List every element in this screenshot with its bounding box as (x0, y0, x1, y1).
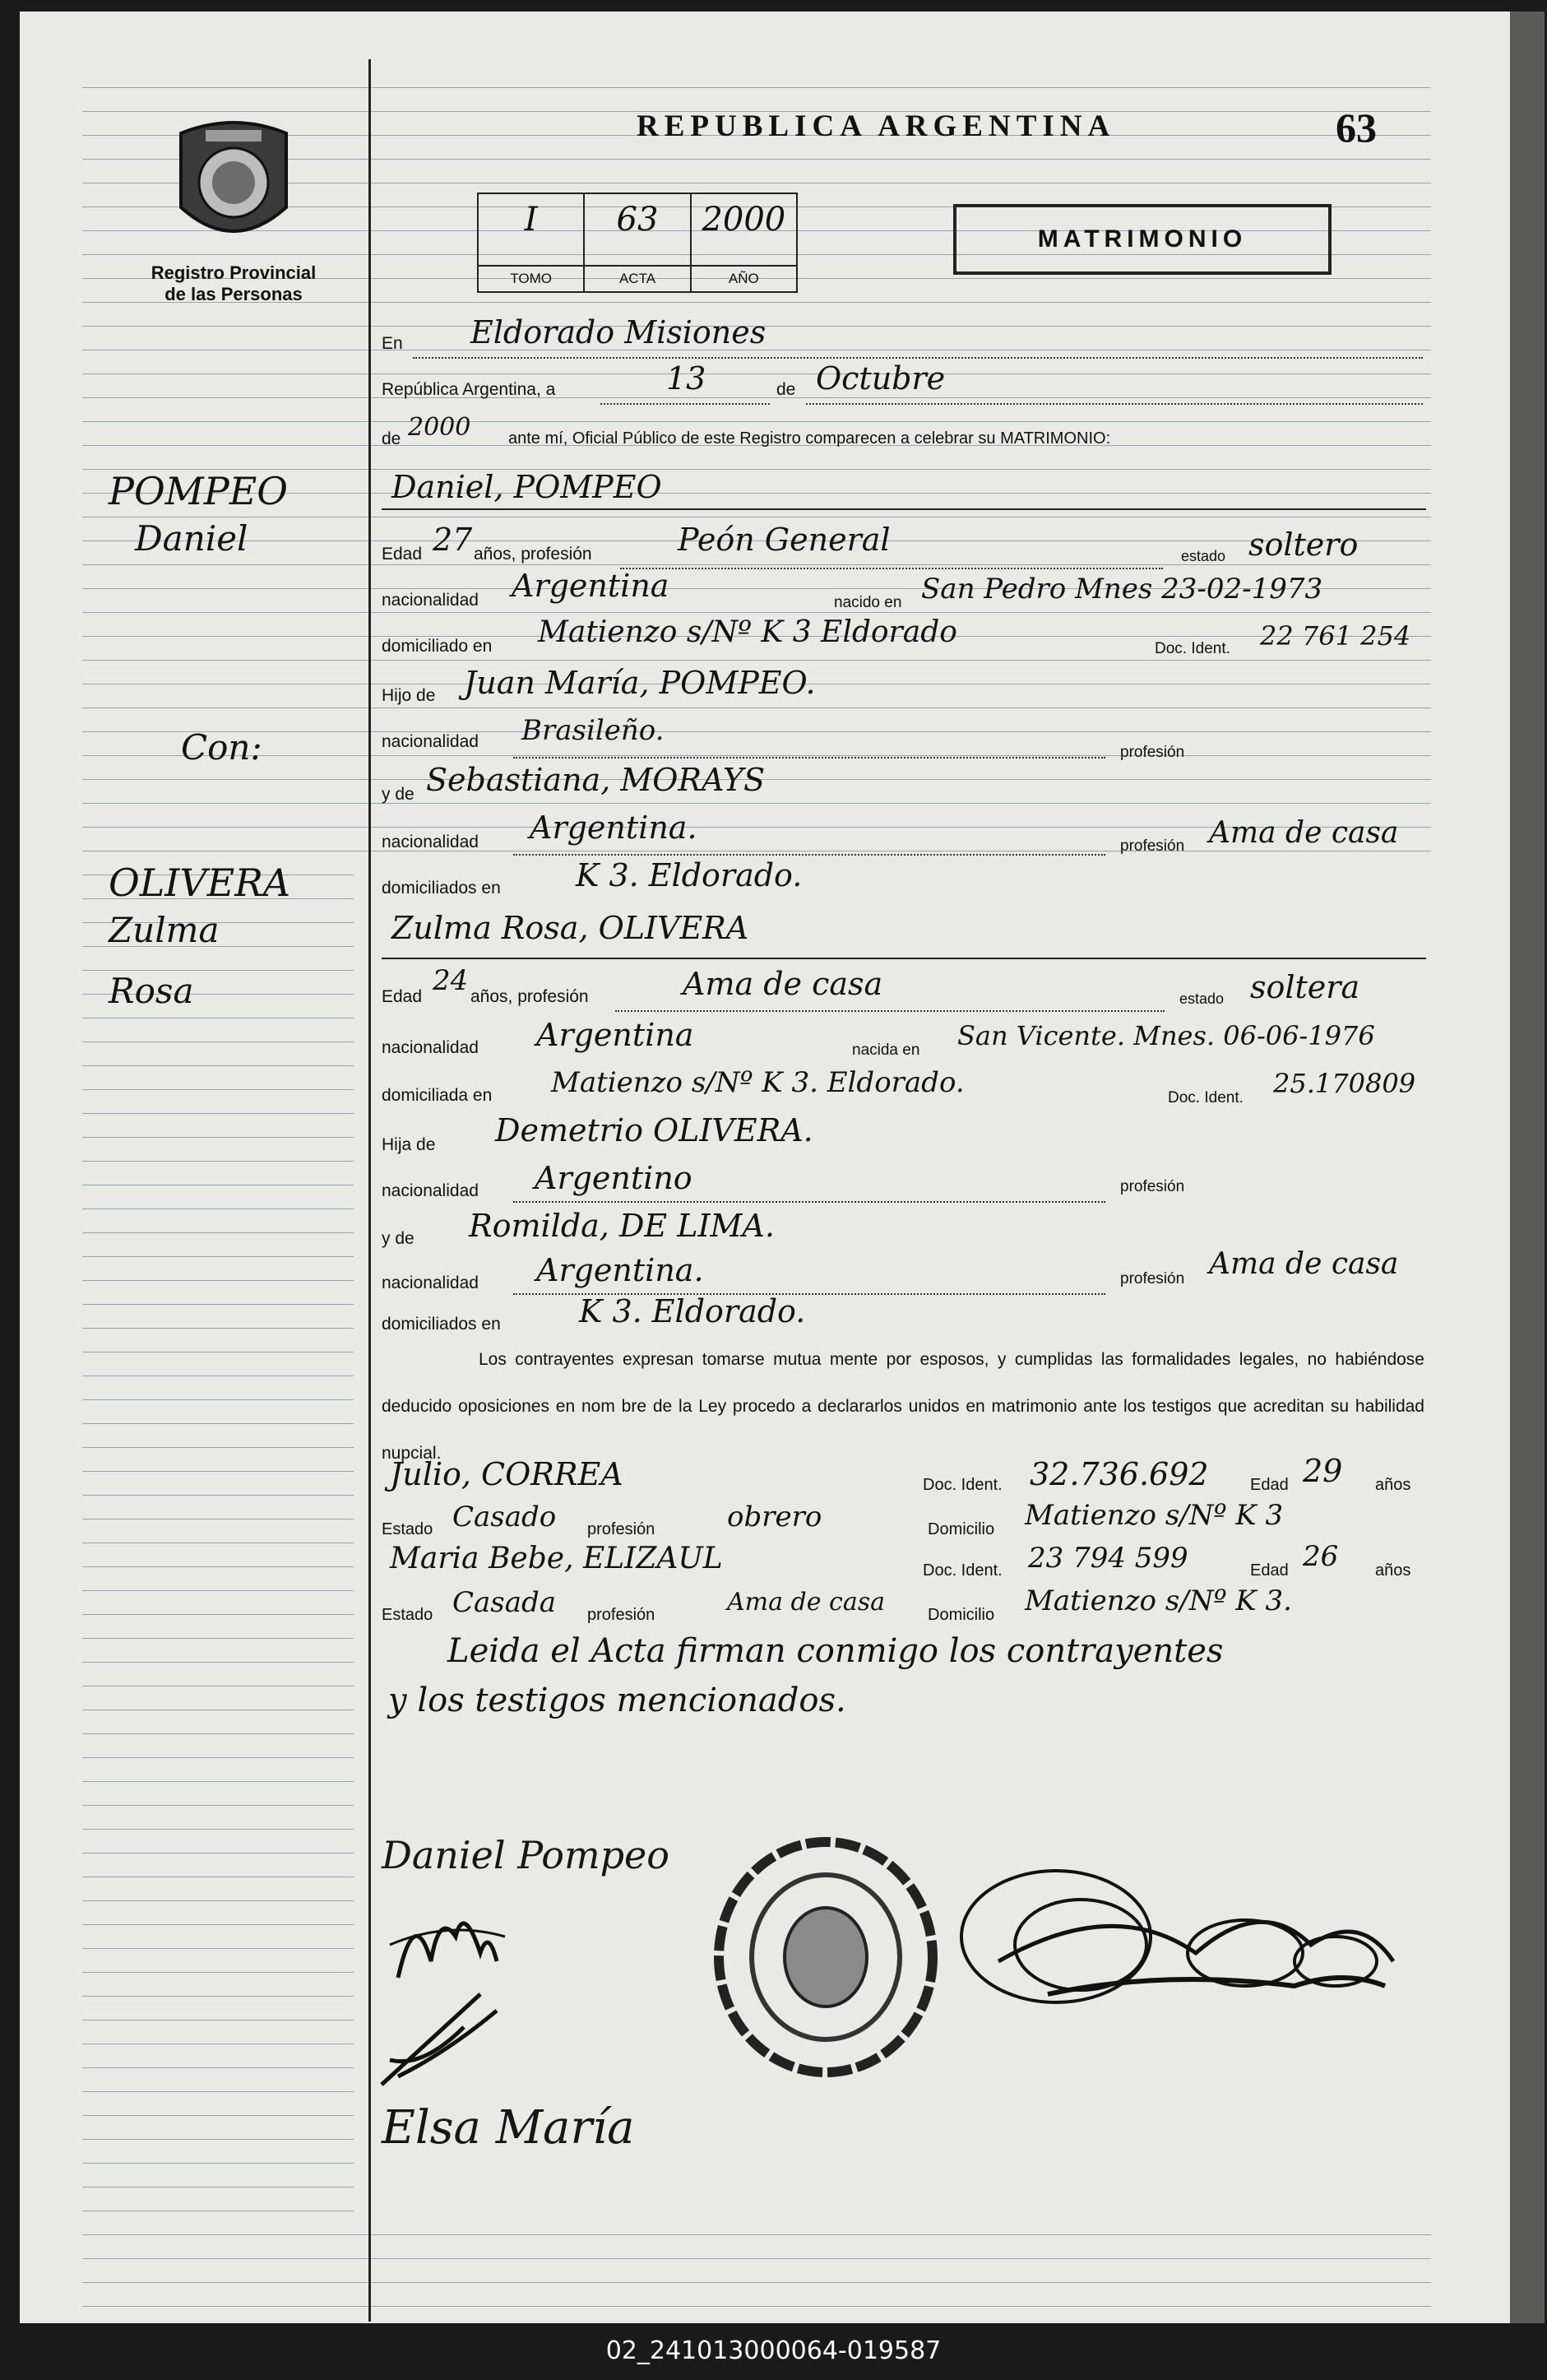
ruled-line (82, 1972, 354, 1973)
act-type-box: MATRIMONIO (953, 204, 1332, 275)
ruled-line (82, 1948, 354, 1949)
witness2-doc: 23 794 599 (1028, 1542, 1188, 1575)
bride-mother-nationality: Argentina. (536, 1252, 704, 1288)
dotted-line (513, 757, 1105, 759)
ruled-line (82, 87, 1431, 88)
margin-name-2a: Zulma (109, 910, 220, 950)
ruled-line (82, 564, 1431, 565)
label: profesión (1120, 1178, 1185, 1195)
label: Edad (382, 987, 423, 1006)
ruled-line (82, 1638, 354, 1639)
groom-birth: San Pedro Mnes 23-02-1973 (921, 573, 1323, 605)
dotted-line (620, 568, 1163, 569)
groom-mother: Sebastiana, MORAYS (426, 762, 766, 798)
bride-doc: 25.170809 (1273, 1068, 1416, 1099)
margin-name-1: Daniel (135, 518, 248, 559)
label: profesión (1120, 744, 1185, 761)
groom-profession: Peón General (678, 522, 891, 558)
label: domiciliada en (382, 1086, 493, 1105)
document-title: REPUBLICA ARGENTINA (637, 109, 1116, 143)
ruled-line (82, 1566, 354, 1567)
label: nacionalidad (382, 1274, 479, 1292)
ruled-line (82, 1805, 354, 1806)
bride-father: Demetrio OLIVERA. (495, 1112, 813, 1148)
witness1-status: Casado (452, 1501, 557, 1533)
ruled-line (82, 1065, 354, 1066)
margin-surname-1: POMPEO (109, 469, 289, 513)
margin-con: Con: (181, 727, 262, 768)
label: profesión (587, 1606, 655, 1624)
ruled-line (82, 1280, 354, 1281)
label: nacionalidad (382, 732, 479, 751)
ruled-line (82, 1757, 354, 1758)
declaration-text: Los contrayentes expresan tomarse mutua mente por esposos, y cumplidas las formalidades legales, no habiéndose deducido oposiciones en nom bre de la Ley procedo a declararlos unidos en matrimonio ante los testigos que acreditan su habilidad nupcial. (382, 1350, 1424, 1463)
ano-cell (692, 194, 796, 291)
label: domiciliado en (382, 637, 493, 656)
ruled-line (82, 1161, 354, 1162)
ruled-line (82, 1447, 354, 1448)
witness1-name: Julio, CORREA (390, 1456, 623, 1492)
witness1-profession: obrero (727, 1501, 822, 1533)
label: Estado (382, 1520, 433, 1538)
ruled-line (82, 2067, 354, 2068)
record-table (477, 193, 798, 293)
file-identifier: 02_241013000064-019587 (605, 2336, 942, 2365)
de2-label: de (382, 429, 401, 448)
ruled-line (82, 755, 1431, 756)
bride-father-nationality: Argentino (535, 1160, 692, 1196)
ruled-line (82, 2258, 1431, 2259)
label: Hijo de (382, 686, 436, 705)
bride-profession: Ama de casa (683, 966, 883, 1002)
label: Doc. Ident. (1155, 640, 1230, 657)
label: años (1375, 1476, 1411, 1494)
separator (382, 958, 1426, 959)
signature-groom: Daniel Pompeo (382, 1833, 669, 1877)
groom-name: Daniel, POMPEO (391, 469, 662, 505)
tomo-label: TOMO (479, 265, 583, 291)
bride-parents-address: K 3. Eldorado. (579, 1293, 806, 1329)
intro-text: ante mí, Oficial Público de este Registro comparecen a celebrar su MATRIMONIO: (508, 429, 1111, 448)
label: nacida en (852, 1042, 920, 1059)
tomo-value: I (524, 201, 538, 239)
label: estado (1181, 548, 1226, 564)
bride-birth: San Vicente. Mnes. 06-06-1976 (957, 1020, 1375, 1051)
label: nacionalidad (382, 1181, 479, 1200)
bride-name: Zulma Rosa, OLIVERA (391, 910, 749, 946)
month-value: Octubre (816, 360, 946, 397)
ruled-line (82, 1614, 354, 1615)
ruled-line (82, 1662, 354, 1663)
label: Doc. Ident. (923, 1476, 1003, 1494)
label: Hija de (382, 1135, 436, 1154)
label: y de (382, 1229, 415, 1248)
ruled-line (82, 373, 1431, 374)
label: domiciliados en (382, 1315, 501, 1334)
dotted-line (615, 1010, 1165, 1012)
witness2-address: Matienzo s/Nº K 3. (1025, 1584, 1292, 1617)
signature-witness-1 (365, 1978, 530, 2101)
label: Domicilio (928, 1520, 995, 1538)
ruled-line (82, 1495, 354, 1496)
ruled-line (82, 1829, 354, 1830)
label: estado (1179, 991, 1225, 1007)
tomo-cell (479, 194, 585, 291)
ruled-line (82, 2139, 354, 2140)
ruled-line (82, 2115, 354, 2116)
label: años (1375, 1561, 1411, 1580)
dotted-line (806, 403, 1423, 405)
witness1-age: 29 (1303, 1453, 1343, 1489)
book-spine (1510, 12, 1545, 2323)
closing-line-2: y los testigos mencionados. (388, 1682, 846, 1719)
groom-status: soltero (1248, 527, 1359, 563)
dotted-line (600, 403, 770, 405)
official-seal-stamp (702, 1830, 949, 2085)
bride-age: 24 (433, 964, 469, 997)
separator (382, 508, 1426, 510)
ruled-line (82, 731, 1431, 732)
acta-value: 63 (616, 201, 659, 239)
ruled-line (82, 1113, 354, 1114)
dotted-line (513, 1201, 1105, 1203)
day-value: 13 (666, 360, 706, 397)
label: años, profesión (474, 545, 592, 564)
groom-nationality: Argentina (512, 568, 669, 604)
groom-father-nationality: Brasileño. (521, 714, 665, 747)
label: domiciliados en (382, 879, 501, 898)
groom-age: 27 (433, 522, 473, 558)
de-label: de (776, 380, 796, 399)
ruled-line (82, 1733, 354, 1734)
ruled-line (82, 1924, 354, 1925)
dotted-line (413, 357, 1423, 359)
margin-name-2b: Rosa (109, 971, 194, 1011)
ruled-line (82, 1399, 354, 1400)
label: Estado (382, 1606, 433, 1624)
ruled-line (82, 1471, 354, 1472)
witness2-profession: Ama de casa (727, 1588, 885, 1617)
ruled-line (82, 1900, 354, 1901)
label: profesión (1120, 837, 1185, 855)
ruled-line (82, 397, 1431, 398)
label: y de (382, 785, 415, 804)
label: Edad (1250, 1476, 1289, 1494)
ruled-line (82, 2282, 1431, 2283)
official-signature (949, 1846, 1410, 2035)
label: Edad (1250, 1561, 1289, 1580)
ano-value: 2000 (702, 201, 786, 239)
ruled-line (82, 421, 1431, 422)
ruled-line (82, 1232, 354, 1233)
witness2-age: 26 (1303, 1540, 1339, 1573)
label: profesión (587, 1520, 655, 1538)
bride-status: soltera (1250, 969, 1360, 1005)
ruled-line (82, 1256, 354, 1257)
ano-label: AÑO (692, 265, 796, 291)
acta-label: ACTA (585, 265, 689, 291)
groom-mother-profession: Ama de casa (1209, 816, 1399, 850)
label: nacionalidad (382, 591, 479, 610)
ruled-line (82, 1996, 354, 1997)
ruled-line (82, 2163, 354, 2164)
label: Doc. Ident. (923, 1561, 1003, 1580)
en-label: En (382, 334, 403, 353)
register-page (20, 12, 1510, 2323)
ruled-line (82, 1781, 354, 1782)
ruled-line (82, 612, 1431, 613)
place-value: Eldorado Misiones (470, 314, 767, 350)
closing-line-1: Leida el Acta firman conmigo los contrayentes (447, 1632, 1224, 1670)
groom-father: Juan María, POMPEO. (464, 665, 816, 701)
ruled-line (82, 1304, 354, 1305)
ruled-line (82, 1089, 354, 1090)
bride-address: Matienzo s/Nº K 3. Eldorado. (551, 1066, 965, 1099)
label: años, profesión (470, 987, 589, 1006)
bride-mother-profession: Ama de casa (1209, 1247, 1399, 1281)
witness1-address: Matienzo s/Nº K 3 (1025, 1499, 1284, 1532)
margin-surname-2: OLIVERA (109, 861, 291, 905)
registry-name: Registro Provincial de las Personas (151, 262, 317, 304)
witness2-name: Maria Bebe, ELIZAUL (390, 1542, 723, 1575)
bride-nationality: Argentina (536, 1017, 694, 1053)
bride-mother: Romilda, DE LIMA. (469, 1208, 775, 1244)
label: Doc. Ident. (1168, 1089, 1244, 1106)
label: nacido en (834, 594, 902, 611)
witness2-status: Casada (452, 1586, 557, 1619)
ruled-line (82, 2091, 354, 2092)
label: nacionalidad (382, 833, 479, 851)
label: Domicilio (928, 1606, 995, 1624)
label: profesión (1120, 1270, 1185, 1287)
acta-cell (585, 194, 691, 291)
ruled-line (82, 1423, 354, 1424)
witness1-doc: 32.736.692 (1030, 1456, 1209, 1492)
label: Edad (382, 545, 423, 564)
ruled-line (82, 1137, 354, 1138)
dotted-line (513, 854, 1105, 856)
label: nacionalidad (382, 1038, 479, 1057)
ruled-line (82, 803, 1431, 804)
republica-label: República Argentina, a (382, 380, 556, 399)
ruled-line (82, 2306, 1431, 2307)
provincial-emblem-icon (164, 117, 303, 257)
year-value: 2000 (408, 413, 471, 442)
ruled-line (82, 1328, 354, 1329)
page-number: 63 (1336, 104, 1377, 151)
ruled-line (82, 2234, 1431, 2235)
groom-doc: 22 761 254 (1260, 620, 1411, 652)
ruled-line (82, 660, 1431, 661)
groom-parents-address: K 3. Eldorado. (576, 857, 803, 893)
groom-mother-nationality: Argentina. (530, 810, 697, 846)
ruled-line (82, 1590, 354, 1591)
groom-address: Matienzo s/Nº K 3 Eldorado (538, 615, 957, 649)
signature-witness-2: Elsa María (382, 2101, 635, 2155)
